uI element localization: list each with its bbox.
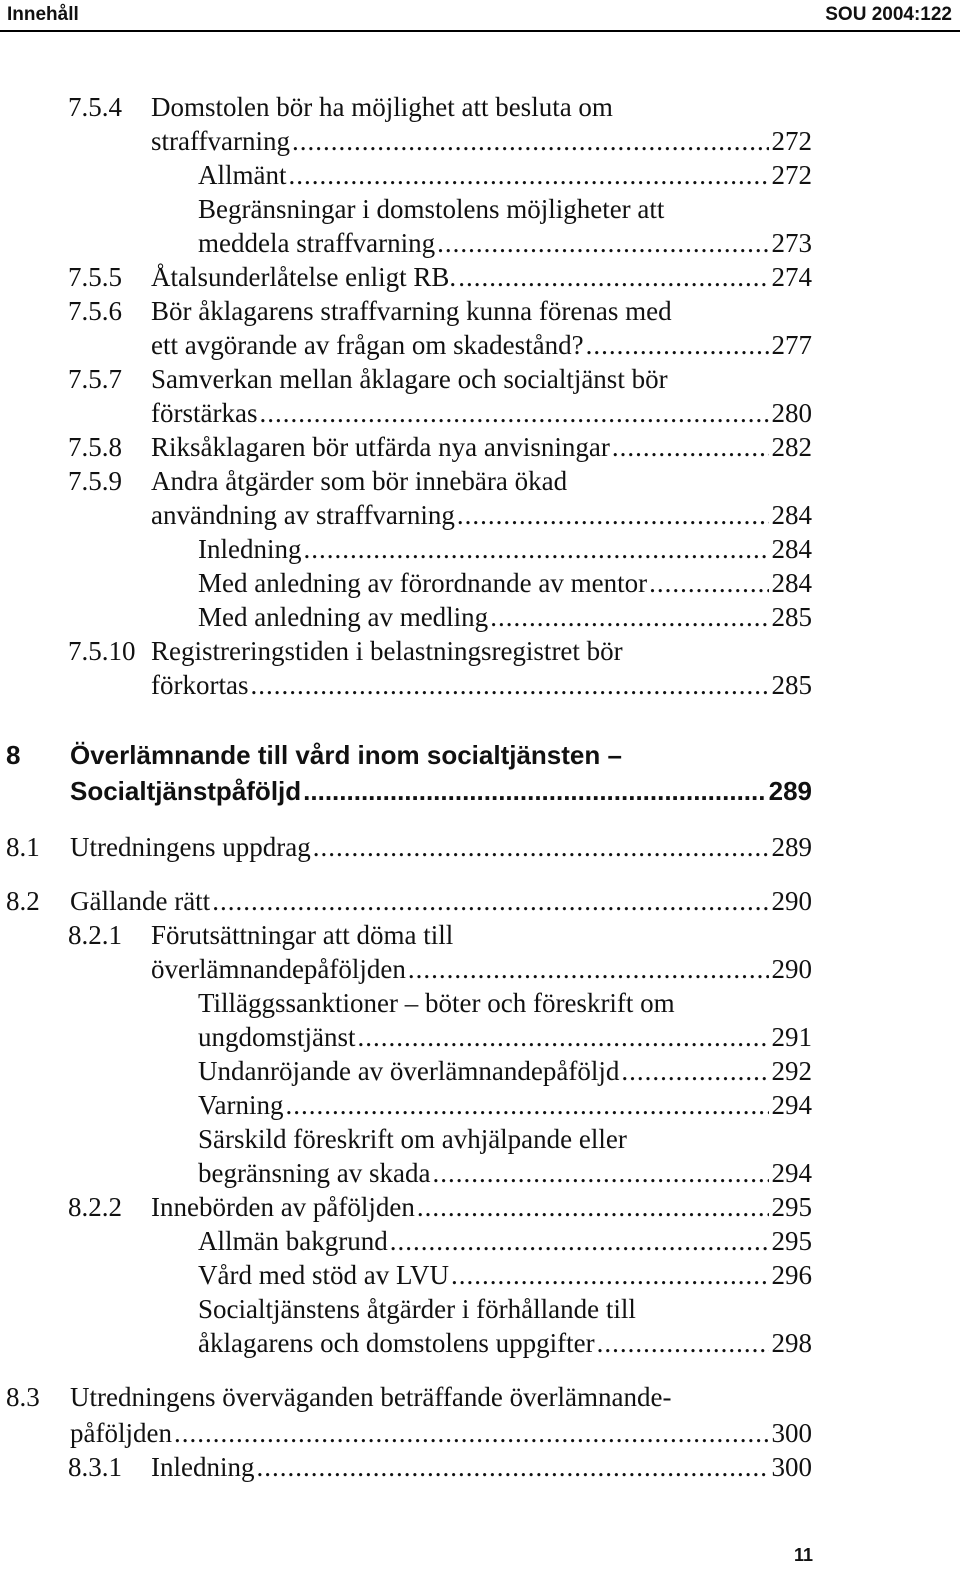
toc-entry-undanrojande[interactable] <box>198 1054 812 1088</box>
toc-page: 282 <box>771 432 812 462</box>
toc-title: överlämnandepåföljden <box>151 954 406 984</box>
toc-title-line: Andra åtgärder som bör innebära ökad <box>151 466 568 496</box>
toc-title-line: Registreringstiden i belastningsregistret bör <box>151 636 623 666</box>
chapter-page: 289 <box>768 776 812 806</box>
toc-title: Utredningens uppdrag <box>70 832 311 862</box>
leader-dots <box>437 226 768 260</box>
toc-number: 8.2 <box>6 886 40 916</box>
leader-dots <box>390 1224 769 1258</box>
toc-number: 7.5.4 <box>68 92 122 122</box>
toc-title: Undanröjande av överlämnandepåföljd <box>198 1056 620 1086</box>
toc-entry-8-3-1[interactable] <box>151 1450 812 1484</box>
toc-title-line: Bör åklagarens straffvarning kunna förenas med <box>151 296 672 326</box>
leader-dots <box>313 830 769 864</box>
toc-page: 284 <box>771 500 812 530</box>
leader-dots <box>303 532 768 566</box>
toc-entry-vard-lvu[interactable] <box>198 1258 812 1292</box>
toc-number: 8.2.2 <box>68 1192 122 1222</box>
toc-page: 284 <box>771 534 812 564</box>
toc-page: 290 <box>771 886 812 916</box>
toc-page: 300 <box>771 1418 812 1448</box>
toc-number: 7.5.6 <box>68 296 122 326</box>
toc-entry-8-2[interactable] <box>70 884 812 918</box>
page-number: 11 <box>793 1545 813 1565</box>
leader-dots <box>303 774 765 808</box>
toc-title: Med anledning av förordnande av mentor <box>198 568 648 598</box>
toc-page: 294 <box>771 1090 812 1120</box>
toc-page: 292 <box>771 1056 812 1086</box>
toc-entry-7-5-4[interactable] <box>68 90 122 124</box>
toc-title: ett avgörande av frågan om skadestånd? <box>151 330 584 360</box>
toc-title: Inledning <box>198 534 302 564</box>
toc-number: 7.5.5 <box>68 262 122 292</box>
toc-title-line: Samverkan mellan åklagare och socialtjänst bör <box>151 364 668 394</box>
toc-page: 280 <box>771 398 812 428</box>
header-document-id: SOU 2004:122 <box>825 4 952 25</box>
toc-entry-7-5-7[interactable] <box>151 396 812 430</box>
toc-title: Åtalsunderlåtelse enligt RB. <box>151 262 457 292</box>
toc-entry-socialtjanstens-atgarder[interactable] <box>198 1326 812 1360</box>
toc-page: 296 <box>771 1260 812 1290</box>
toc-entry-tillaggssanktioner[interactable] <box>198 1020 812 1054</box>
toc-title-line: Särskild föreskrift om avhjälpande eller <box>198 1124 627 1154</box>
leader-dots <box>451 1258 769 1292</box>
toc-title: ungdomstjänst <box>198 1022 356 1052</box>
toc-title-line: Socialtjänstens åtgärder i förhållande till <box>198 1294 636 1324</box>
toc-title: begränsning av skada <box>198 1158 431 1188</box>
leader-dots <box>289 158 769 192</box>
toc-page: 294 <box>771 1158 812 1188</box>
toc-title: Riksåklagaren bör utfärda nya anvisningar <box>151 432 610 462</box>
chapter-number: 8 <box>6 740 21 770</box>
toc-entry-8-1[interactable] <box>70 830 812 864</box>
toc-entry-7-5-8[interactable] <box>151 430 812 464</box>
chapter-title: Socialtjänstpåföljd <box>70 776 302 806</box>
chapter-title-line: Överlämnande till vård inom socialtjänsten – <box>70 740 622 770</box>
toc-page: 290 <box>771 954 812 984</box>
toc-page: 285 <box>771 670 812 700</box>
toc-page: 289 <box>771 832 812 862</box>
toc-title: förstärkas <box>151 398 258 428</box>
toc-title: Inledning <box>151 1452 255 1482</box>
toc-entry-7-5-5[interactable] <box>151 260 812 294</box>
toc-title: Med anledning av medling <box>198 602 489 632</box>
toc-page: 298 <box>771 1328 812 1358</box>
toc-entry-mentor[interactable] <box>198 566 812 600</box>
toc-title-line: Förutsättningar att döma till <box>151 920 454 950</box>
toc-entry-7-5-6[interactable] <box>151 328 812 362</box>
toc-number: 8.3 <box>6 1382 40 1412</box>
toc-page: 300 <box>771 1452 812 1482</box>
leader-dots <box>250 668 768 702</box>
toc-title: Allmänt <box>198 160 287 190</box>
toc-page: 295 <box>771 1192 812 1222</box>
leader-dots <box>490 600 768 634</box>
toc-page: 272 <box>771 160 812 190</box>
leader-dots <box>212 884 768 918</box>
toc-title: Varning <box>198 1090 284 1120</box>
toc-number: 7.5.8 <box>68 432 122 462</box>
toc-page: 291 <box>771 1022 812 1052</box>
toc-title: meddela straffvarning <box>198 228 436 258</box>
toc-entry-varning[interactable] <box>198 1088 812 1122</box>
toc-entry-8-3[interactable] <box>70 1416 812 1450</box>
toc-title: Allmän bakgrund <box>198 1226 388 1256</box>
toc-entry-sarskild-foreskrift[interactable] <box>198 1156 812 1190</box>
leader-dots <box>256 1450 768 1484</box>
toc-entry-7-5-9[interactable] <box>151 498 812 532</box>
leader-dots <box>292 124 769 158</box>
leader-dots <box>285 1088 768 1122</box>
leader-dots <box>259 396 768 430</box>
toc-page: 295 <box>771 1226 812 1256</box>
toc-entry-allman-bakgrund[interactable] <box>198 1224 812 1258</box>
toc-title-line: Begränsningar i domstolens möjligheter att <box>198 194 665 224</box>
toc-title: påföljden <box>70 1418 172 1448</box>
toc-number: 8.2.1 <box>68 920 122 950</box>
toc-page: 277 <box>771 330 812 360</box>
leader-dots <box>597 1326 769 1360</box>
toc-entry-medling[interactable] <box>198 600 812 634</box>
leader-dots <box>612 430 769 464</box>
leader-dots <box>586 328 769 362</box>
toc-title-line: Utredningens överväganden beträffande överlämnande- <box>70 1382 672 1412</box>
toc-title: Vård med stöd av LVU <box>198 1260 449 1290</box>
leader-dots <box>458 260 768 294</box>
header-section-title: Innehåll <box>7 4 79 25</box>
toc-number: 8.1 <box>6 832 40 862</box>
toc-number: 8.3.1 <box>68 1452 122 1482</box>
toc-number: 7.5.10 <box>68 636 136 666</box>
leader-dots <box>408 952 769 986</box>
toc-title: straffvarning <box>151 126 290 156</box>
toc-entry-inledning[interactable] <box>198 532 812 566</box>
toc-title: Gällande rätt <box>70 886 211 916</box>
toc-number: 7.5.9 <box>68 466 122 496</box>
toc-number: 7.5.7 <box>68 364 122 394</box>
leader-dots <box>417 1190 769 1224</box>
toc-title: Innebörden av påföljden <box>151 1192 415 1222</box>
toc-entry-8-2-1[interactable] <box>151 952 812 986</box>
toc-entry-chapter-8[interactable] <box>70 774 812 808</box>
toc-title: användning av straffvarning <box>151 500 455 530</box>
toc-entry-7-5-4-cont[interactable] <box>151 124 812 158</box>
leader-dots <box>358 1020 769 1054</box>
leader-dots <box>432 1156 768 1190</box>
toc-page: 285 <box>771 602 812 632</box>
leader-dots <box>457 498 769 532</box>
toc-page: 284 <box>771 568 812 598</box>
toc-page: 274 <box>771 262 812 292</box>
toc-title: förkortas <box>151 670 249 700</box>
toc-entry-begransningar[interactable] <box>198 226 812 260</box>
toc-entry-7-5-10[interactable] <box>151 668 812 702</box>
leader-dots <box>621 1054 768 1088</box>
toc-page: 273 <box>771 228 812 258</box>
toc-entry-8-2-2[interactable] <box>151 1190 812 1224</box>
toc-page: 272 <box>771 126 812 156</box>
toc-title: åklagarens och domstolens uppgifter <box>198 1328 595 1358</box>
leader-dots <box>174 1416 769 1450</box>
toc-entry-allmant[interactable] <box>198 158 812 192</box>
leader-dots <box>649 566 768 600</box>
toc-title-line: Domstolen bör ha möjlighet att besluta om <box>151 92 613 122</box>
toc-title-line: Tilläggssanktioner – böter och föreskrift om <box>198 988 675 1018</box>
